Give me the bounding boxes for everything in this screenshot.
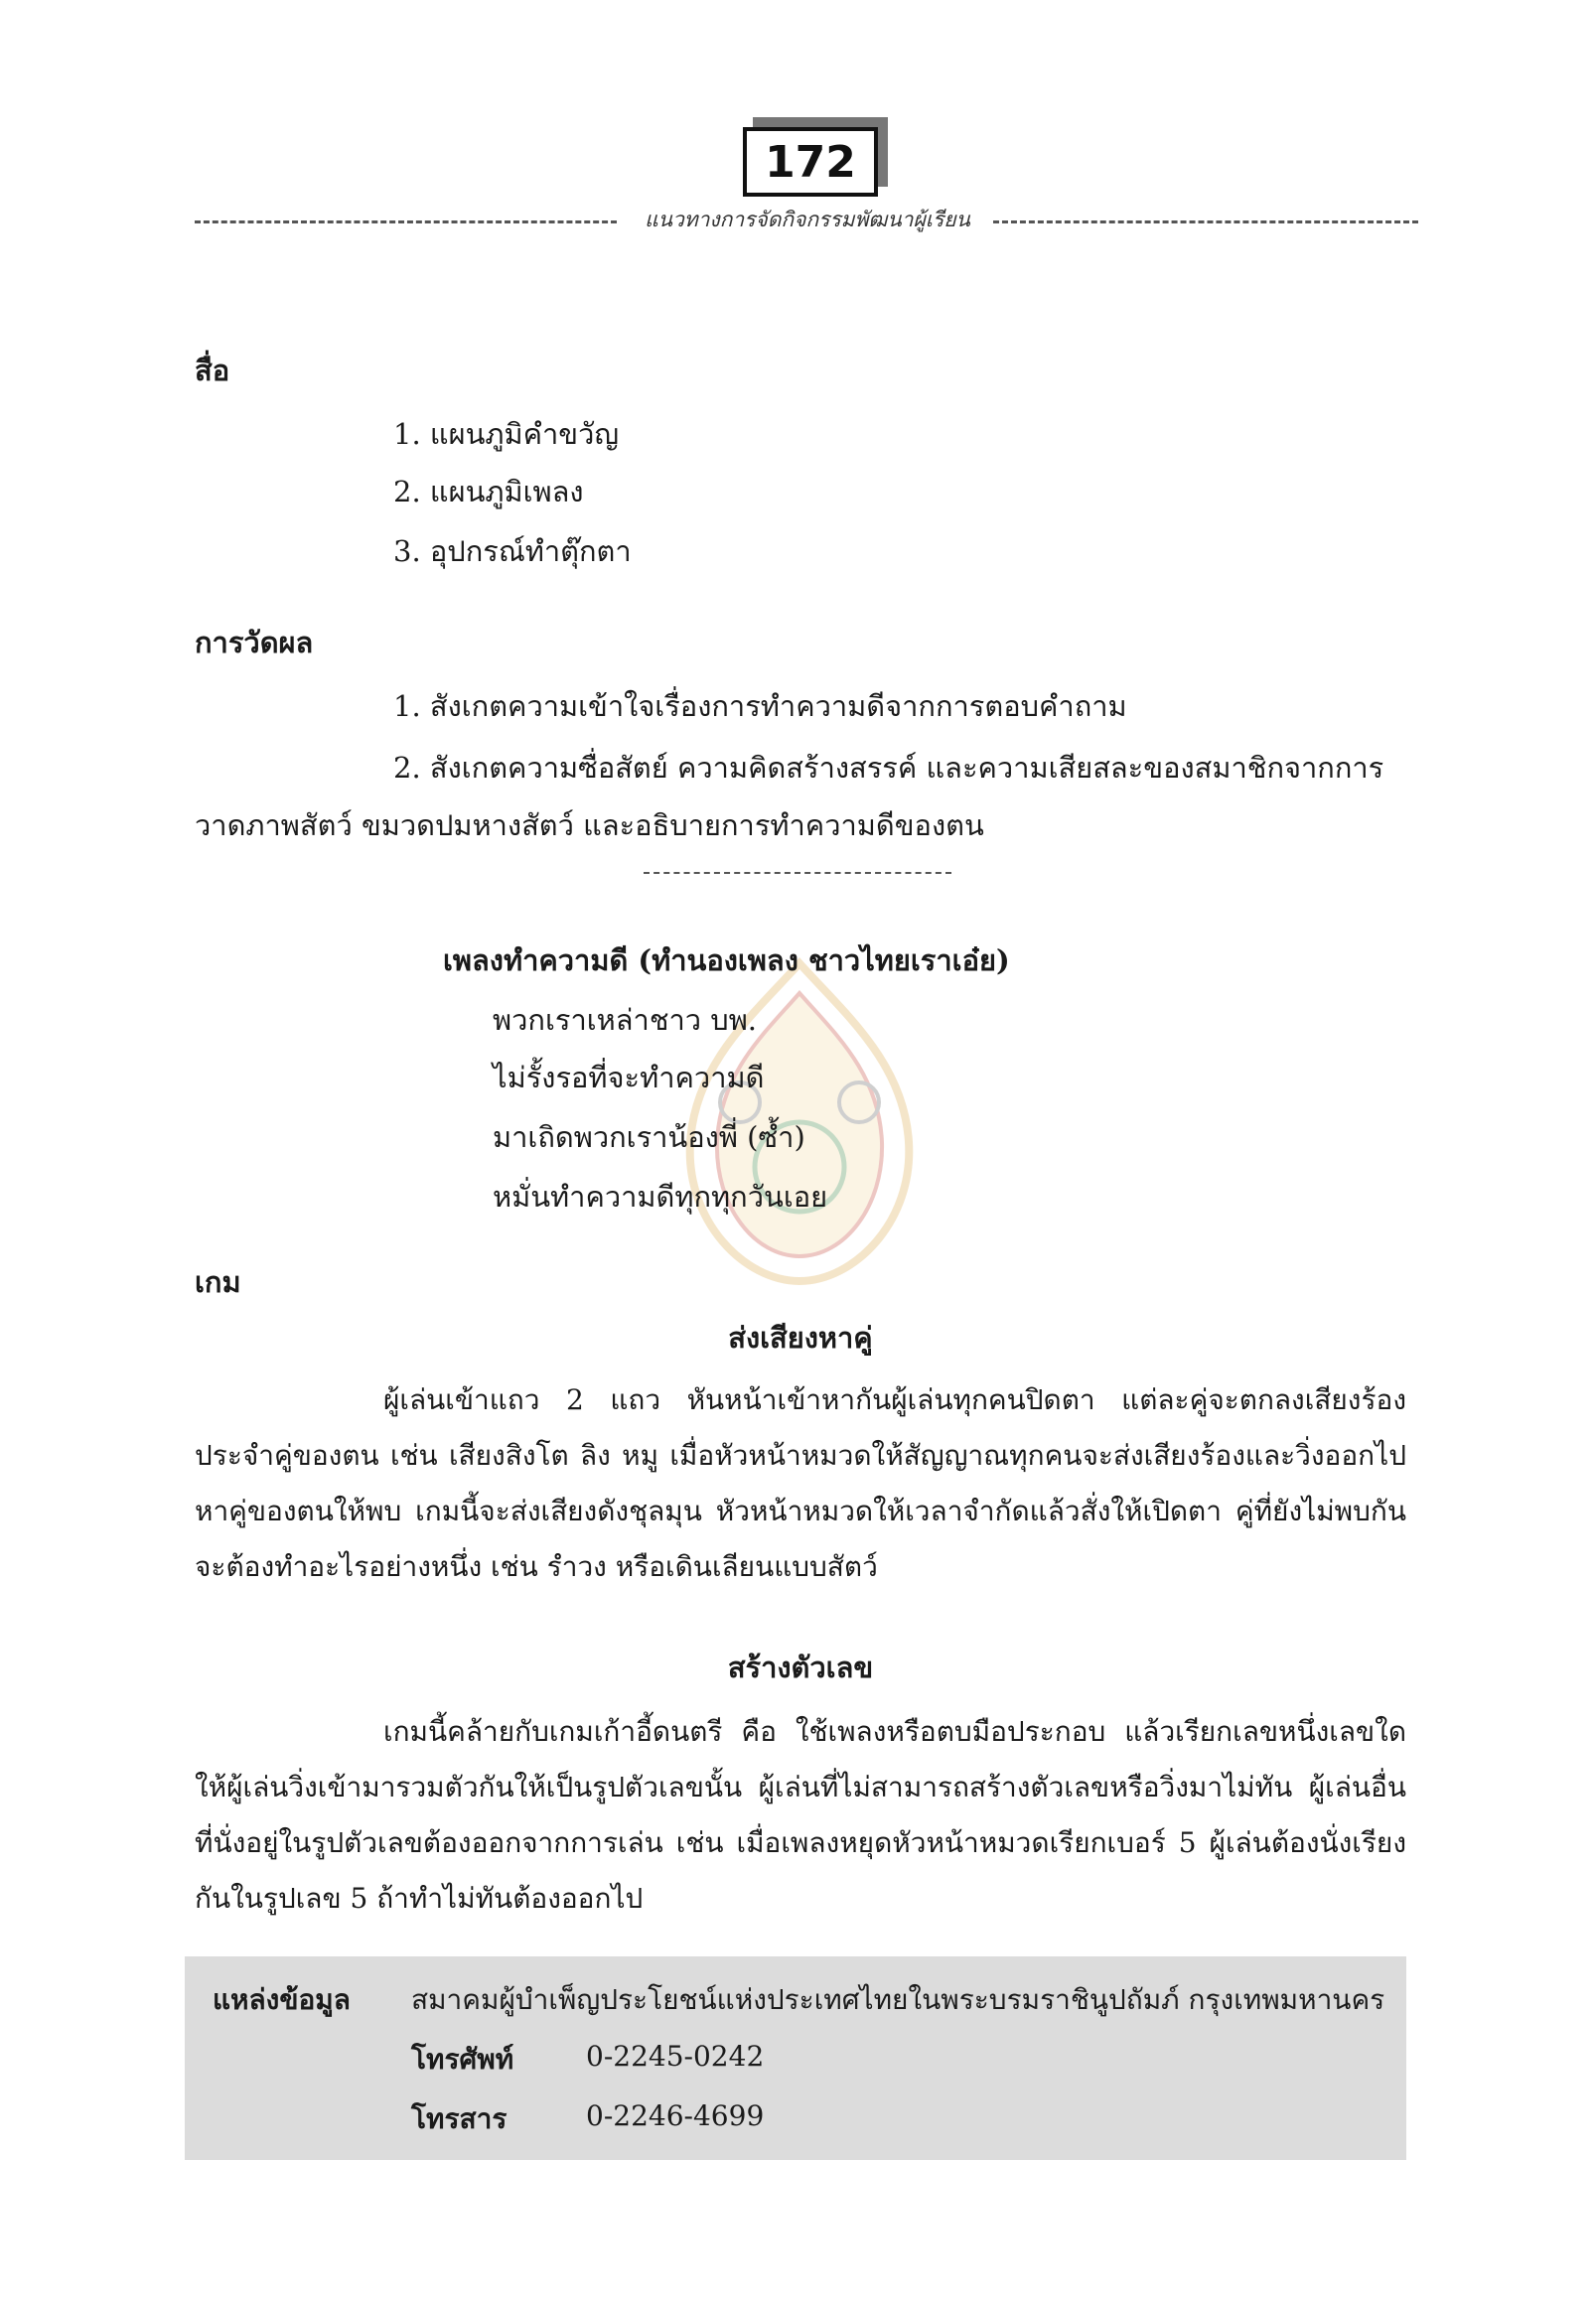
games-heading: เกม [195, 1265, 241, 1299]
evaluation-item-1: 1. สังเกตความเข้าใจเรื่องการทำความดีจากการตอบคำถาม [393, 689, 1127, 723]
header-rule-right [993, 220, 1418, 223]
phone-label: โทรศัพท์ [411, 2043, 514, 2076]
section-separator [644, 872, 951, 874]
media-item-2: 2. แผนภูมิเพลง [393, 475, 584, 508]
game1-title: ส่งเสียงหาคู่ [728, 1321, 873, 1355]
source-label: แหล่งข้อมูล [213, 1983, 351, 2016]
song-line-3: มาเถิดพวกเราน้องพี่ (ซ้ำ) [493, 1120, 805, 1154]
media-item-3: 3. อุปกรณ์ทำตุ๊กตา [393, 534, 632, 568]
page-number: 172 [743, 127, 878, 197]
game2-text: เกมนี้คล้ายกับเกมเก้าอี้ดนตรี คือ ใช้เพลงหรือตบมือประกอบ แล้วเรียกเลขหนึ่งเลขใดให้ผู้เล่นวิ่งเข้ามารวมตัวกันให้เป็นรูปตัวเลขนั้น ผู้เล่นที่ไม่สามารถสร้างตัวเลขหรือวิ่งมาไม่ทัน ผู้เล่นอื่นที่นั่งอยู่ในรูปตัวเลขต้องออกจากการเล่น เช่น เมื่อเพลงหยุดหัวหน้าหมวดเรียกเบอร์ 5 ผู้เล่นต้องนั่งเรียงกันในรูปเลข 5 ถ้าทำไม่ทันต้องออกไป [195, 1715, 1406, 1915]
song-line-4: หมั่นทำความดีทุกทุกวันเอย [493, 1180, 828, 1214]
media-heading: สื่อ [195, 354, 230, 387]
header-rule-left [195, 220, 617, 223]
source-organization: สมาคมผู้บำเพ็ญประโยชน์แห่งประเทศไทยในพระบรมราชินูปถัมภ์ กรุงเทพมหานคร [411, 1983, 1385, 2016]
fax-label: โทรสาร [411, 2102, 508, 2135]
song-line-2: ไม่รั้งรอที่จะทำความดี [493, 1061, 765, 1094]
fax-number: 0-2246-4699 [586, 2099, 765, 2132]
evaluation-item-2: 2. สังเกตความซื่อสัตย์ ความคิดสร้างสรรค์ และความเสียสละของสมาชิกจากการ [393, 751, 1384, 785]
evaluation-item-2-cont: วาดภาพสัตว์ ขมวดปมหางสัตว์ และอธิบายการทำความดีของตน [195, 808, 984, 842]
phone-number: 0-2245-0242 [586, 2040, 765, 2073]
song-line-1: พวกเราเหล่าชาว บพ. [493, 1003, 758, 1037]
media-item-1: 1. แผนภูมิคำขวัญ [393, 417, 620, 451]
game1-text: ผู้เล่นเข้าแถว 2 แถว หันหน้าเข้าหากันผู้เล่นทุกคนปิดตา แต่ละคู่จะตกลงเสียงร้องประจำคู่ของตน เช่น เสียงสิงโต ลิง หมู เมื่อหัวหน้าหมวดให้สัญญาณทุกคนจะส่งเสียงร้องและวิ่งออกไปหาคู่ของตนให้พบ เกมนี้จะส่งเสียงดังชุลมุน หัวหน้าหมวดให้เวลาจำกัดแล้วสั่งให้เปิดตา คู่ที่ยังไม่พบกันจะต้องทำอะไรอย่างหนึ่ง เช่น รำวง หรือเดินเลียนแบบสัตว์ [195, 1383, 1406, 1583]
running-title: แนวทางการจัดกิจกรรมพัฒนาผู้เรียน [645, 208, 970, 231]
game2-title: สร้างตัวเลข [727, 1651, 874, 1684]
song-title: เพลงทำความดี (ทำนองเพลง ชาวไทยเราเอ๋ย) [443, 943, 1010, 977]
evaluation-heading: การวัดผล [195, 626, 314, 659]
